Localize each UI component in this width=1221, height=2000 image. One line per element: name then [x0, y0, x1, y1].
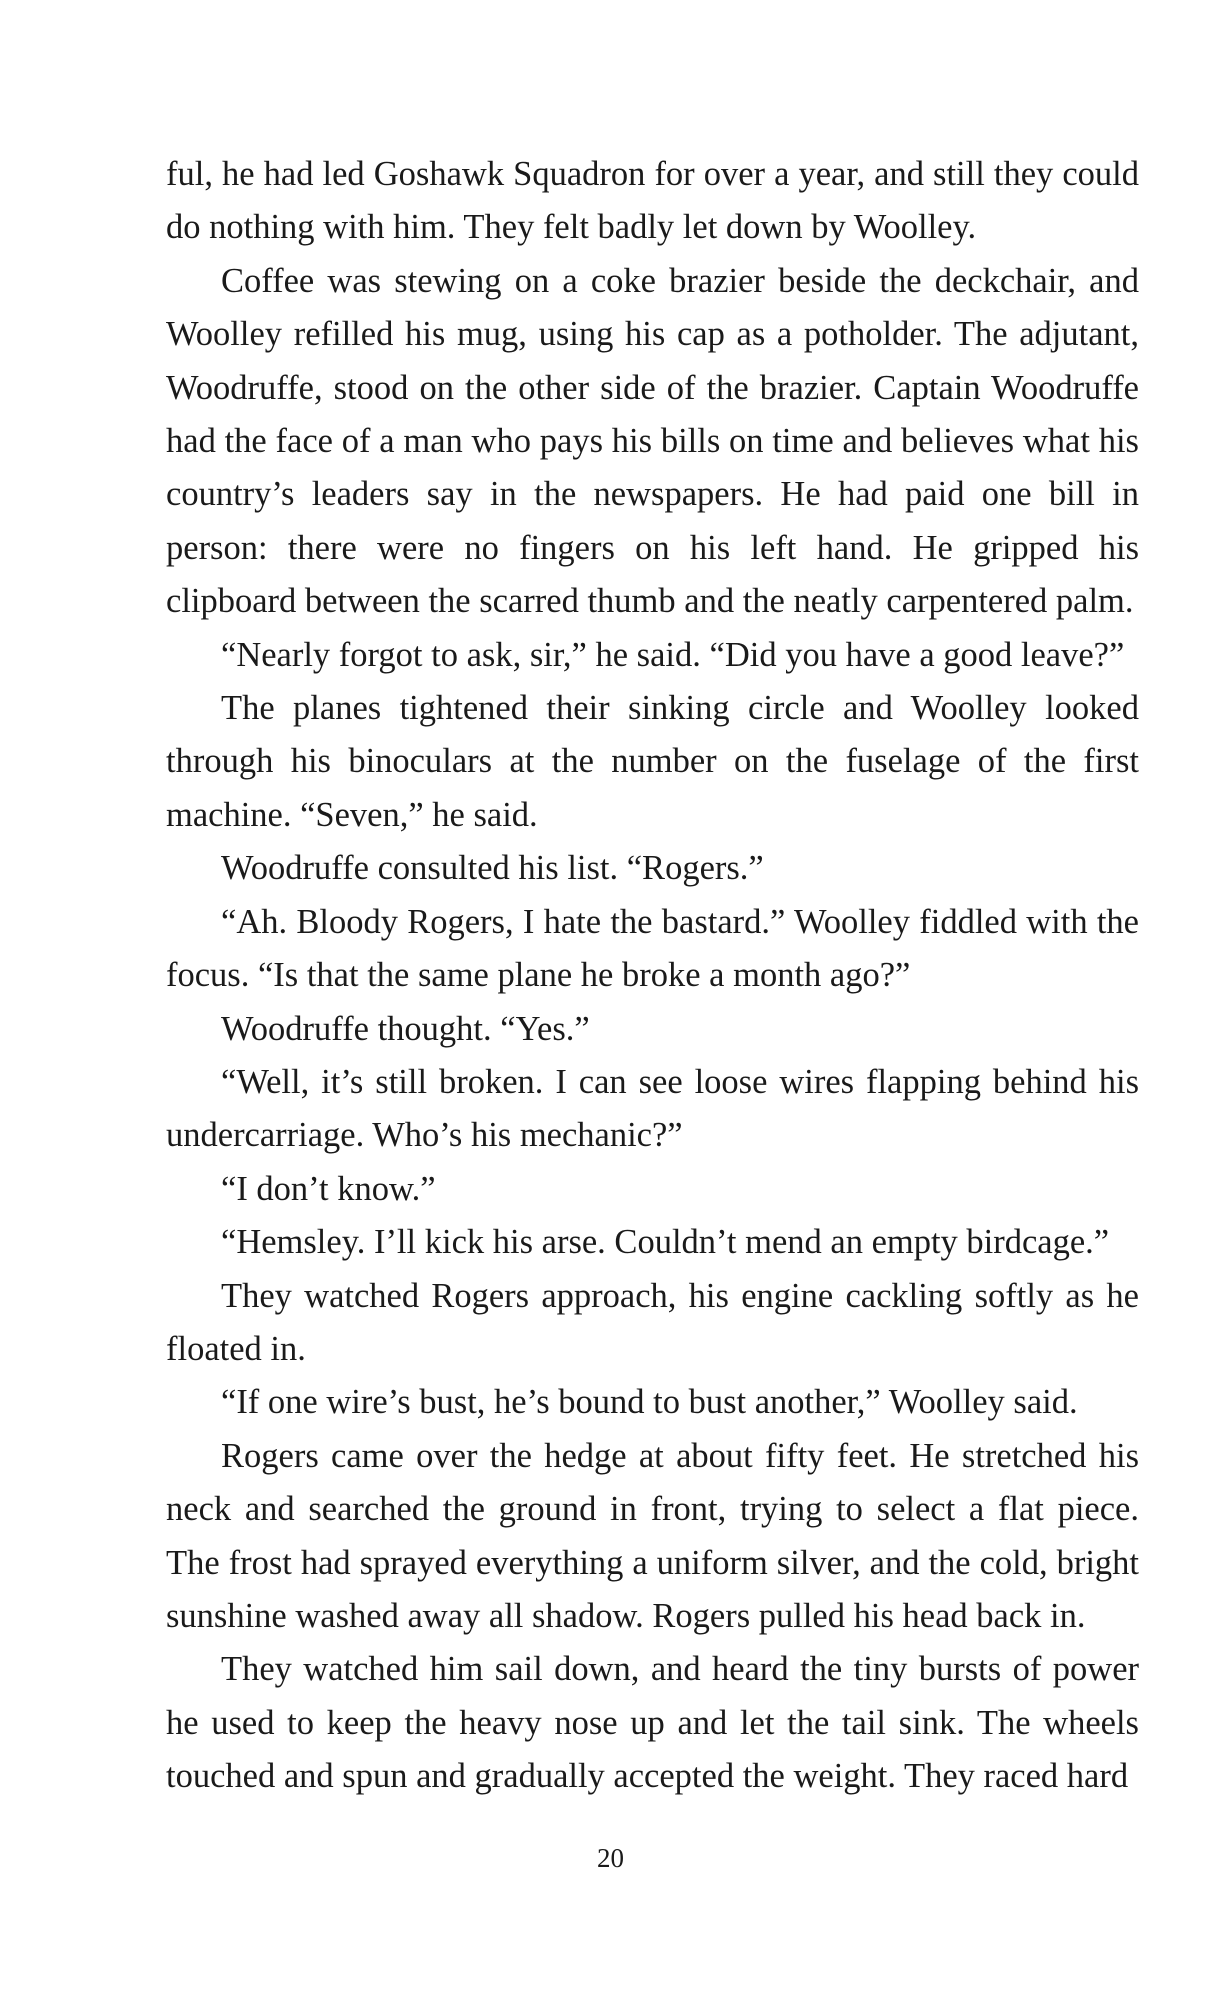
paragraph: Woodruffe consulted his list. “Rogers.” — [221, 849, 764, 888]
paragraph: Woodruffe thought. “Yes.” — [221, 1009, 590, 1048]
paragraph-continued: ful, he had led Goshawk Squadron for over a year, and still they could do nothing with him. They felt badly let down by Woolley. — [166, 155, 1139, 247]
paragraph: Rogers came over the hedge at about fifty feet. He stretched his neck and searched the ground in front, trying to select a flat piece. The frost had sprayed everything a uniform silver, and the cold, bright sunshine washed away all shadow. Rogers pulled his head back in. — [166, 1436, 1139, 1635]
paragraph: The planes tightened their sinking circle and Woolley looked through his binoculars at the number on the fuselage of the first machine. “Seven,” he said. — [166, 689, 1139, 834]
paragraph: Coffee was stewing on a coke brazier beside the deckchair, and Woolley refilled his mug, using his cap as a potholder. The adjutant, Woodruffe, stood on the other side of the brazier. Captain Woodruffe had the face of a man who pays his bills on time and believes what his country’s leaders say in the newspapers. He had paid one bill in person: there were no fingers on his left hand. He gripped his clipboard between the scarred thumb and the neatly carpentered palm. — [166, 261, 1139, 621]
paragraph: “Hemsley. I’ll kick his arse. Couldn’t mend an empty birdcage.” — [221, 1223, 1110, 1262]
paragraph: “I don’t know.” — [221, 1169, 436, 1208]
paragraph: They watched him sail down, and heard the tiny bursts of power he used to keep the heavy nose up and let the tail sink. The wheels touched and spun and gradually accepted the weight. They raced hard — [166, 1650, 1139, 1796]
paragraph: They watched Rogers approach, his engine cackling softly as he floated in. — [166, 1276, 1139, 1368]
page-number: 20 — [597, 1843, 624, 1873]
paragraph: “Nearly forgot to ask, sir,” he said. “Did you have a good leave?” — [221, 635, 1125, 674]
paragraph: “Ah. Bloody Rogers, I hate the bastard.” Woolley fiddled with the focus. “Is that the same plane he broke a month ago?” — [166, 902, 1139, 995]
body-text — [166, 148, 1139, 1804]
paragraph: “Well, it’s still broken. I can see loose wires flapping behind his undercarriage. Who’s his mechanic?” — [166, 1062, 1139, 1155]
paragraph: “If one wire’s bust, he’s bound to bust another,” Woolley said. — [221, 1383, 1078, 1422]
